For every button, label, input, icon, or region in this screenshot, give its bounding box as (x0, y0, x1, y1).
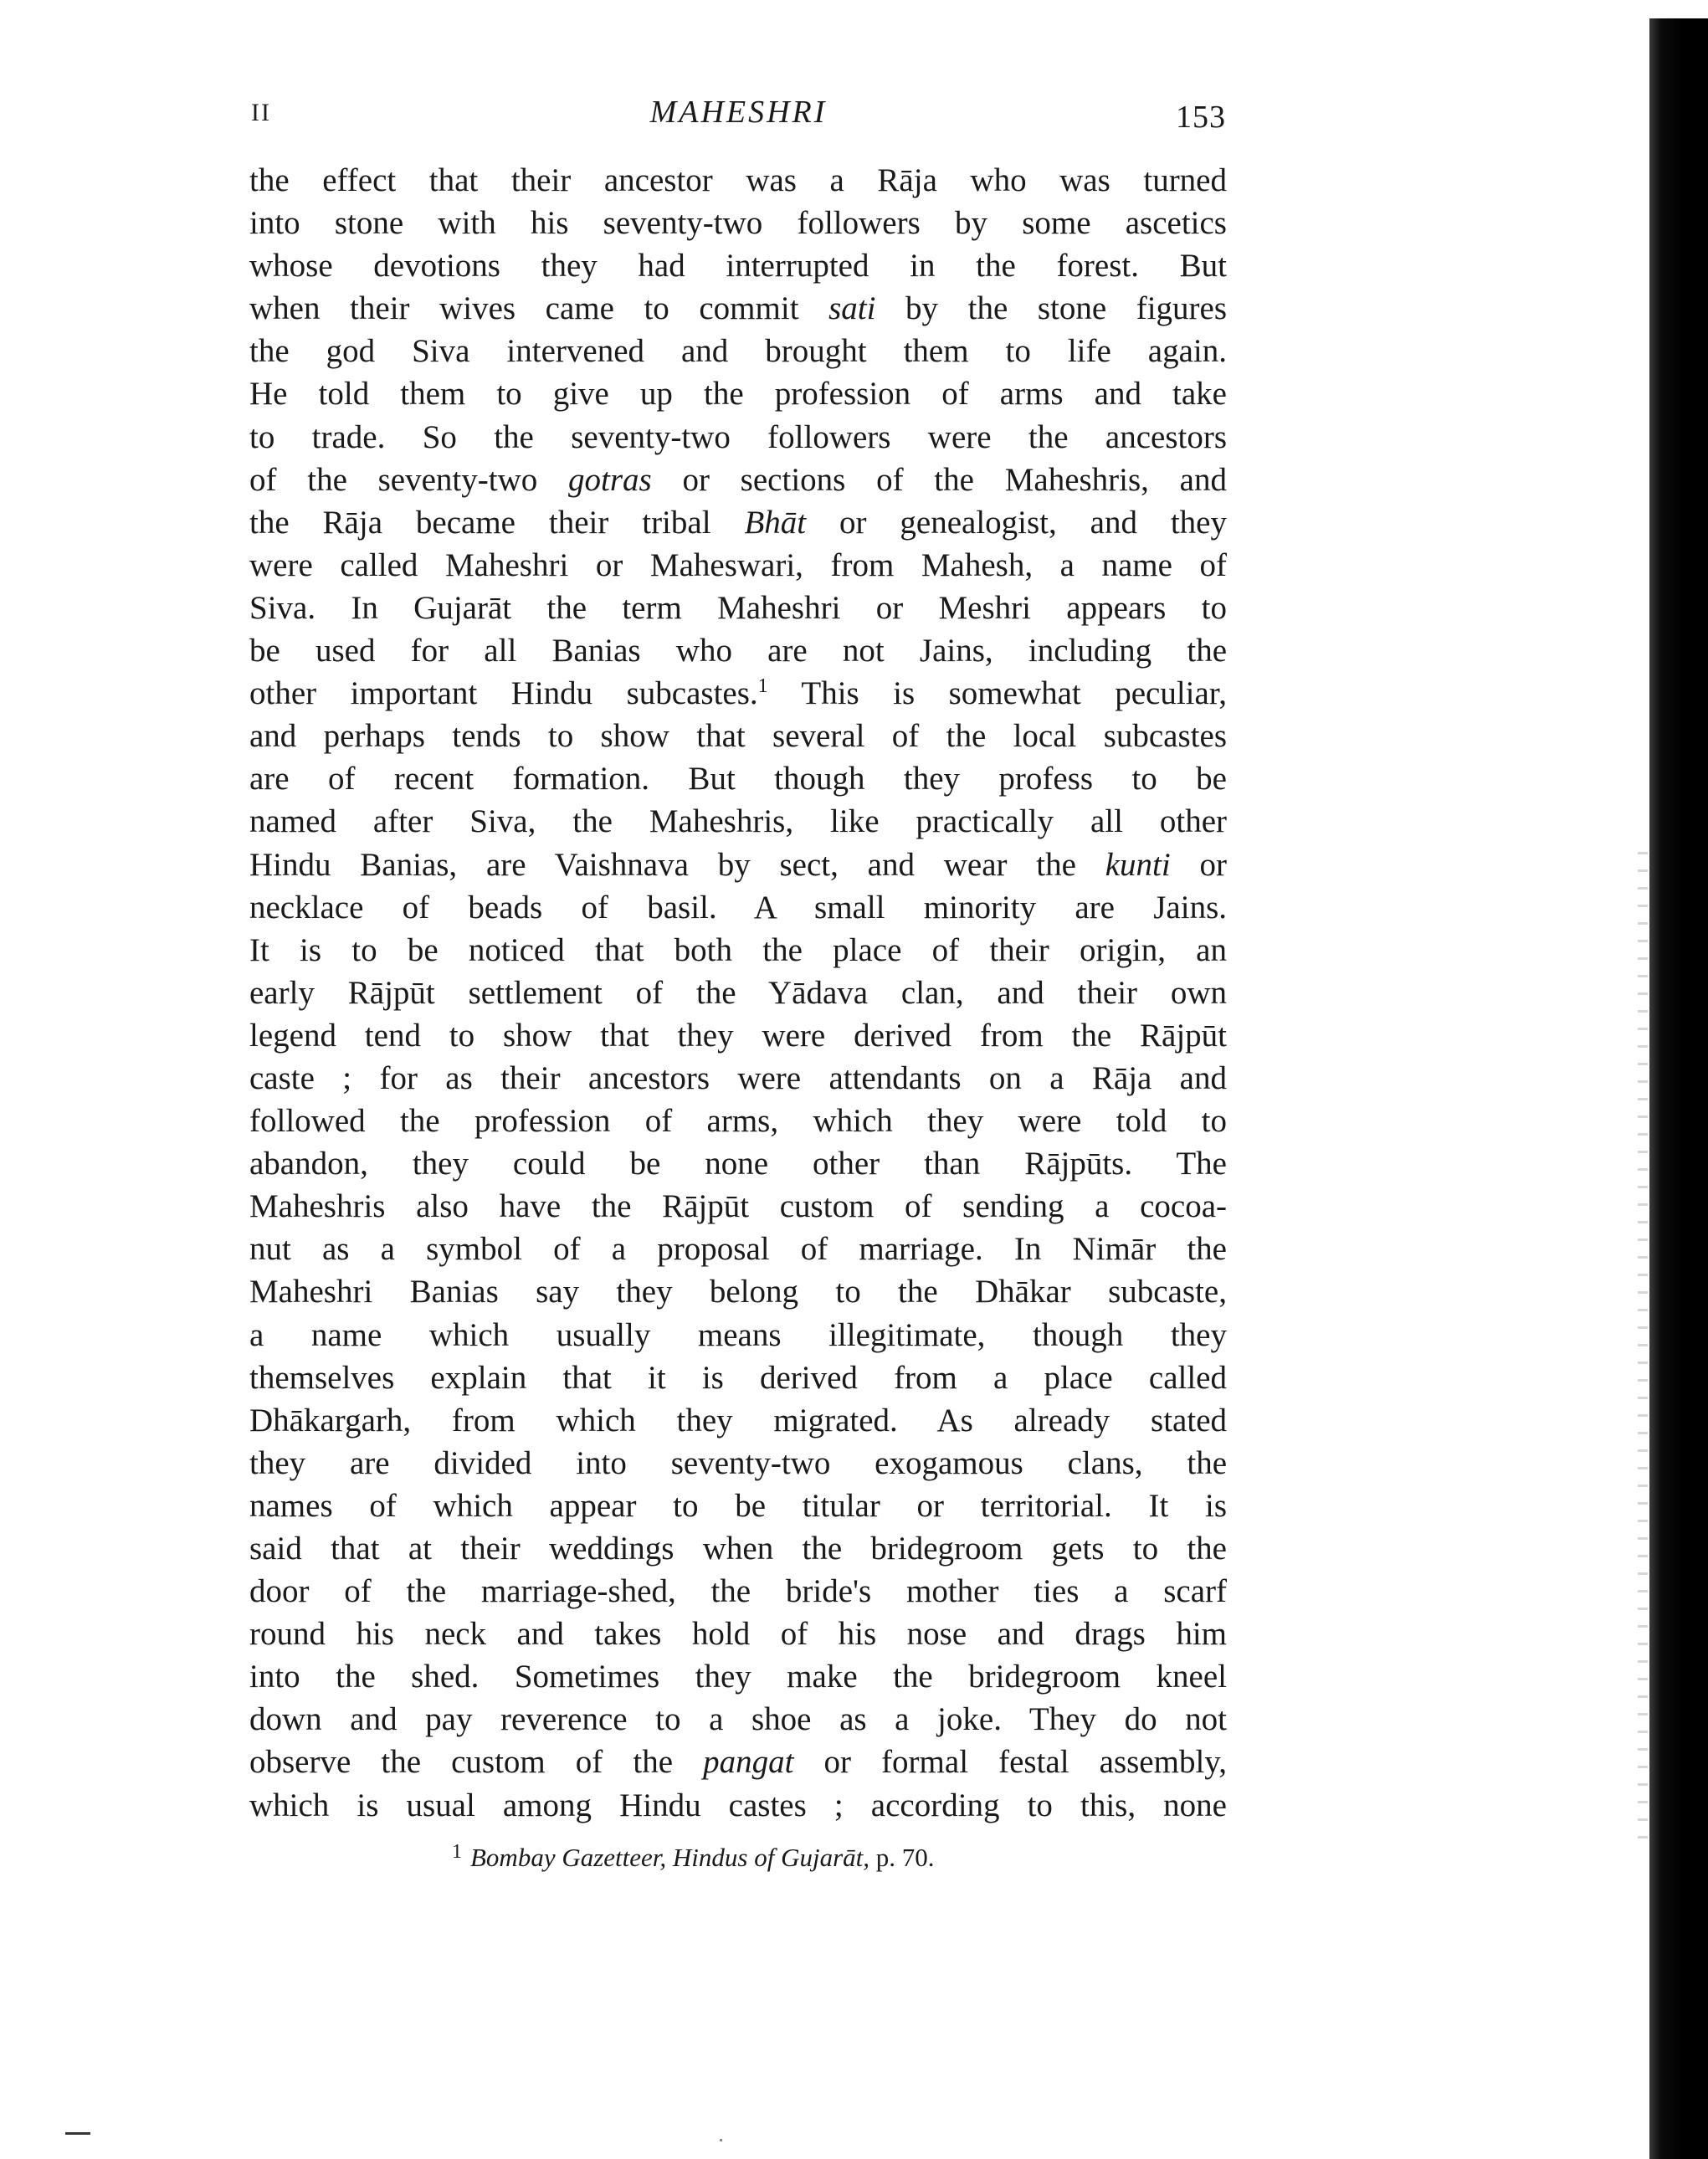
text-line (249, 544, 1227, 587)
text-segment: or (1170, 846, 1227, 883)
running-title: MAHESHRI (649, 95, 828, 130)
text-line (249, 1356, 1227, 1399)
text-line (249, 672, 1227, 715)
text-line (249, 330, 1227, 372)
footnote-source: Bombay Gazetteer, Hindus of Gujarāt, (470, 1843, 870, 1872)
footnote-number: 1 (452, 1841, 462, 1863)
text-segment: and perhaps tends to show that several of the local subcastes (249, 718, 1227, 755)
text-segment: they are divided into seventy-two exogamous clans, the (249, 1444, 1227, 1481)
text-line (249, 1613, 1227, 1655)
text-segment: followed the profession of arms, which they were told to (249, 1103, 1227, 1140)
text-segment: legend tend to show that they were derived from the Rājpūt (249, 1017, 1227, 1054)
text-line (249, 629, 1227, 672)
text-line (249, 972, 1227, 1014)
text-segment: Hindu Banias, are Vaishnava by sect, and wear the (249, 846, 1105, 883)
text-line (249, 501, 1227, 544)
page-edge-shadow (1649, 18, 1708, 2159)
text-segment: into the shed. Sometimes they make the bridegroom kneel (249, 1659, 1227, 1695)
text-segment: Bhāt (744, 504, 807, 541)
text-segment: This is somewhat peculiar, (767, 675, 1227, 712)
text-segment: He told them to give up the profession of arms and take (249, 376, 1227, 413)
text-segment: of the seventy-two (249, 461, 568, 498)
text-segment: themselves explain that it is derived from a place called (249, 1359, 1227, 1396)
text-segment: which is usual among Hindu castes ; according to this, none (249, 1787, 1227, 1823)
text-segment: Maheshri Banias say they belong to the Dhākar subcaste, (249, 1274, 1227, 1310)
text-line (249, 416, 1227, 459)
text-line (249, 202, 1227, 244)
text-segment: Dhākargarh, from which they migrated. As already stated (249, 1402, 1227, 1438)
text-segment: when their wives came to commit (249, 290, 829, 327)
text-segment: the effect that their ancestor was a Rāja who was turned (249, 162, 1227, 198)
text-segment: into stone with his seventy-two followers by some ascetics (249, 205, 1227, 242)
text-line (249, 715, 1227, 757)
text-segment: 1 (757, 675, 768, 698)
text-line (249, 1100, 1227, 1142)
text-segment: gotras (568, 461, 652, 498)
text-segment: down and pay reverence to a shoe as a joke. They do not (249, 1701, 1227, 1738)
text-segment: names of which appear to be titular or territorial. It is (249, 1487, 1227, 1524)
text-line (249, 929, 1227, 972)
text-line (249, 1142, 1227, 1185)
text-segment: a name which usually means illegitimate, though they (249, 1316, 1227, 1353)
text-segment: round his neck and takes hold of his nose and drags him (249, 1616, 1227, 1653)
text-segment: observe the custom of the (249, 1744, 704, 1781)
text-line (249, 844, 1227, 886)
text-line (249, 1014, 1227, 1057)
text-segment: named after Siva, the Maheshris, like practically all other (249, 803, 1227, 840)
text-line (249, 1527, 1227, 1570)
text-segment: necklace of beads of basil. A small minority are Jains. (249, 889, 1227, 926)
text-line (249, 1399, 1227, 1442)
text-segment: or sections of the Maheshris, and (651, 461, 1227, 498)
text-line (249, 1570, 1227, 1613)
scan-dot (720, 2139, 722, 2141)
text-line (249, 1185, 1227, 1228)
text-segment: It is to be noticed that both the place of their origin, an (249, 931, 1227, 968)
text-line (249, 1270, 1227, 1313)
text-line (249, 1442, 1227, 1485)
text-segment: early Rājpūt settlement of the Yādava clan, and their own (249, 974, 1227, 1011)
page-header (251, 94, 1226, 144)
text-line (249, 757, 1227, 800)
text-line (249, 1314, 1227, 1356)
text-segment: to trade. So the seventy-two followers were the ancestors (249, 418, 1227, 455)
page-number: 153 (1176, 100, 1226, 135)
text-segment: nut as a symbol of a proposal of marriage. In Nimār the (249, 1231, 1227, 1268)
text-line (249, 1655, 1227, 1698)
text-line (249, 1784, 1227, 1827)
text-segment: abandon, they could be none other than Rājpūts. The (249, 1146, 1227, 1182)
text-segment: the Rāja became their tribal (249, 504, 745, 541)
scan-mark (65, 2132, 90, 2135)
text-segment: sati (828, 290, 876, 327)
text-segment: said that at their weddings when the bridegroom gets to the (249, 1531, 1227, 1567)
text-line (249, 587, 1227, 629)
text-segment: kunti (1105, 846, 1171, 883)
text-segment: or genealogist, and they (806, 504, 1227, 541)
footnote-page-ref: p. 70. (869, 1843, 935, 1872)
text-line (249, 1741, 1227, 1783)
text-segment: pangat (703, 1744, 794, 1781)
text-segment: are of recent formation. But though they profess to be (249, 761, 1227, 797)
text-segment: door of the marriage-shed, the bride's mother ties a scarf (249, 1573, 1227, 1610)
text-line (249, 244, 1227, 287)
text-line (249, 459, 1227, 501)
page-edge-specks (1638, 837, 1648, 1841)
text-segment: by the stone figures (875, 290, 1228, 327)
text-segment: were called Maheshri or Maheswari, from Mahesh, a name of (249, 546, 1227, 583)
text-segment: the god Siva intervened and brought them to life again. (249, 333, 1227, 370)
text-segment: caste ; for as their ancestors were attendants on a Rāja and (249, 1059, 1227, 1096)
text-line (249, 1057, 1227, 1100)
text-line (249, 886, 1227, 929)
chapter-numeral: II (251, 99, 271, 126)
text-line (249, 1698, 1227, 1741)
text-segment: other important Hindu subcastes. (249, 675, 758, 712)
text-segment: whose devotions they had interrupted in the forest. But (249, 248, 1227, 285)
text-line (249, 1485, 1227, 1527)
text-segment: Maheshris also have the Rājpūt custom of sending a cocoa- (249, 1188, 1227, 1225)
text-segment: or formal festal assembly, (793, 1744, 1227, 1781)
text-line (249, 372, 1227, 415)
text-line (249, 287, 1227, 330)
footnote (452, 1841, 935, 1873)
text-segment: Siva. In Gujarāt the term Maheshri or Meshri appears to (249, 589, 1227, 626)
text-segment: be used for all Banias who are not Jains, including the (249, 633, 1227, 669)
text-line (249, 800, 1227, 843)
body-text (249, 159, 1227, 1827)
text-line (249, 1228, 1227, 1270)
text-line (249, 159, 1227, 202)
